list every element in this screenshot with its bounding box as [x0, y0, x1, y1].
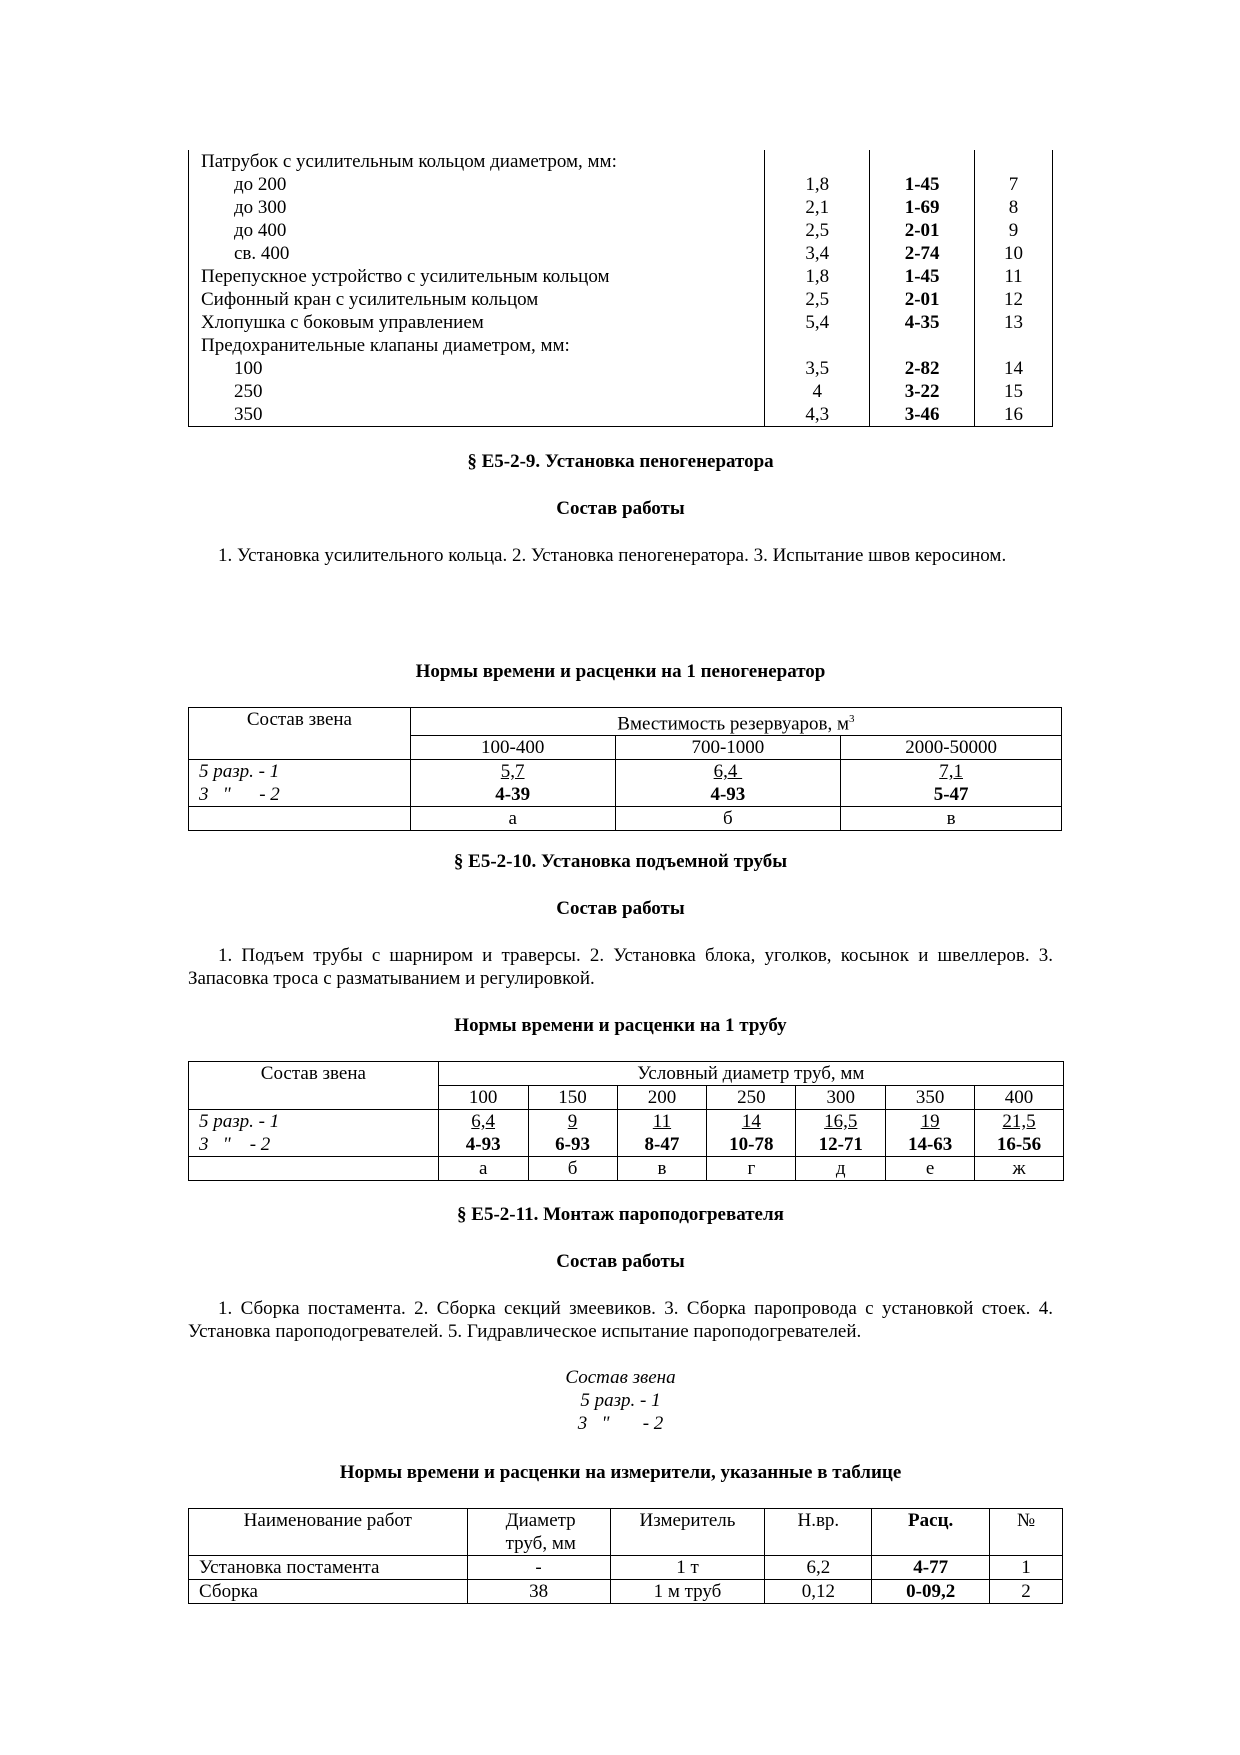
column-header: Расц.	[872, 1509, 990, 1556]
rate: 14-63	[907, 1134, 953, 1155]
row-number: 11	[975, 265, 1053, 288]
crew-heading: Состав звена	[565, 1367, 676, 1388]
time-norm	[765, 150, 870, 173]
foam-generator-norms-table	[188, 707, 1062, 831]
rate: 10-78	[729, 1134, 774, 1155]
column-letter: г	[707, 1157, 796, 1181]
composition-heading: Состав работы	[556, 898, 685, 919]
rate: 16-56	[996, 1134, 1042, 1155]
column-header: 200	[617, 1086, 707, 1110]
pipe-diameter: 38	[467, 1580, 610, 1604]
composition-heading: Состав работы	[556, 498, 685, 519]
norm-cell	[707, 1110, 796, 1157]
lift-pipe-norms-table	[188, 1061, 1064, 1181]
time-norm: 6,2	[765, 1556, 872, 1580]
crew-line: 3 " - 2	[199, 784, 280, 806]
time-norm	[765, 334, 870, 357]
row-number: 1	[990, 1556, 1063, 1580]
column-letter: е	[886, 1157, 975, 1181]
column-header: 300	[796, 1086, 886, 1110]
rate: 8-47	[644, 1134, 680, 1155]
rate: 4-93	[710, 784, 746, 806]
rate: 12-71	[818, 1134, 863, 1155]
crew-line: 5 разр. - 1	[199, 1111, 280, 1132]
table-row	[189, 173, 1053, 196]
unit: 1 т	[610, 1556, 765, 1580]
composition-text: 1. Установка усилительного кольца. 2. Установка пеногенератора. 3. Испытание швов керосином.	[218, 545, 1007, 566]
norm-cell	[410, 760, 615, 807]
norm-cell	[438, 1110, 528, 1157]
time-norm: 7,1	[939, 761, 963, 783]
column-header: 150	[528, 1086, 617, 1110]
time-norm: 0,12	[765, 1580, 872, 1604]
work-name: Сборка	[189, 1580, 468, 1604]
rate: 3-46	[870, 403, 975, 427]
row-number: 16	[975, 403, 1053, 427]
rate: 2-82	[870, 357, 975, 380]
header-crew: Состав звена	[189, 708, 411, 760]
composition-text: 1. Подъем трубы с шарниром и траверсы. 2. Установка блока, уголков, косынок и швеллеров. 3. Запасовка троса с разматыванием и регулировкой.	[188, 945, 1053, 989]
time-norm: 3,4	[765, 242, 870, 265]
work-name: до 400	[189, 219, 765, 242]
rate: 3-22	[870, 380, 975, 403]
time-norm: 14	[741, 1111, 761, 1132]
section-title: § Е5-2-10. Установка подъемной трубы	[453, 851, 788, 872]
header-diameter: Условный диаметр труб, мм	[438, 1062, 1063, 1086]
norm-cell	[841, 760, 1062, 807]
norm-cell	[796, 1110, 886, 1157]
time-norm: 16,5	[824, 1111, 858, 1132]
table-row	[189, 196, 1053, 219]
crew-line: 5 разр. - 1	[580, 1390, 661, 1411]
column-header: 700-1000	[615, 736, 841, 760]
table-row	[189, 403, 1053, 427]
crew-line: 3 " - 2	[199, 1134, 271, 1155]
work-name: 350	[189, 403, 765, 427]
row-number: 10	[975, 242, 1053, 265]
norm-cell	[975, 1110, 1064, 1157]
time-norm: 6,4	[713, 761, 743, 783]
norms-heading: Нормы времени и расценки на 1 трубу	[454, 1015, 787, 1036]
time-norm: 9	[567, 1111, 578, 1132]
rate: 1-45	[870, 173, 975, 196]
work-name: до 300	[189, 196, 765, 219]
unit: 1 м труб	[610, 1580, 765, 1604]
rate: 4-93	[465, 1134, 501, 1155]
table-row	[189, 219, 1053, 242]
norm-cell	[617, 1110, 707, 1157]
column-letter: ж	[975, 1157, 1064, 1181]
time-norm: 1,8	[765, 265, 870, 288]
work-name: Хлопушка с боковым управлением	[189, 311, 765, 334]
column-header: 100-400	[410, 736, 615, 760]
time-norm: 5,7	[500, 761, 525, 783]
empty-cell	[189, 1157, 439, 1181]
crew-line: 5 разр. - 1	[199, 761, 280, 783]
table-row	[189, 380, 1053, 403]
crew-cell	[189, 1110, 439, 1157]
row-number: 14	[975, 357, 1053, 380]
row-number: 8	[975, 196, 1053, 219]
column-letter: а	[410, 807, 615, 831]
rate: 4-77	[872, 1556, 990, 1580]
work-name: 250	[189, 380, 765, 403]
time-norm: 5,4	[765, 311, 870, 334]
row-number: 15	[975, 380, 1053, 403]
table-row	[189, 288, 1053, 311]
table-row	[189, 334, 1053, 357]
table-row	[189, 1556, 1063, 1580]
column-header: 350	[886, 1086, 975, 1110]
time-norm: 19	[920, 1111, 940, 1132]
time-norm: 4	[765, 380, 870, 403]
work-name: Патрубок с усилительным кольцом диаметром, мм:	[189, 150, 765, 173]
rate: 2-01	[870, 288, 975, 311]
rate: 0-09,2	[872, 1580, 990, 1604]
time-norm: 4,3	[765, 403, 870, 427]
header-crew: Состав звена	[189, 1062, 439, 1110]
column-letter: а	[438, 1157, 528, 1181]
header-capacity: Вместимость резервуаров, $м^3$	[410, 708, 1061, 736]
rate	[870, 334, 975, 357]
rate: 5-47	[933, 784, 969, 806]
time-norm: 3,5	[765, 357, 870, 380]
norms-heading: Нормы времени и расценки на измерители, указанные в таблице	[339, 1462, 902, 1483]
work-name: св. 400	[189, 242, 765, 265]
norm-cell	[528, 1110, 617, 1157]
table-row	[189, 150, 1053, 173]
time-norm: 1,8	[765, 173, 870, 196]
norm-cell	[886, 1110, 975, 1157]
column-header: Наименование работ	[189, 1509, 468, 1556]
column-letter: д	[796, 1157, 886, 1181]
time-norm: 2,5	[765, 219, 870, 242]
rate: 1-69	[870, 196, 975, 219]
rate: 4-39	[495, 784, 531, 806]
rate: 2-74	[870, 242, 975, 265]
row-number: 12	[975, 288, 1053, 311]
column-header: Диаметр труб, мм	[467, 1509, 610, 1556]
table-row	[189, 242, 1053, 265]
time-norm: 2,5	[765, 288, 870, 311]
time-norm: 11	[652, 1111, 672, 1132]
section-title: § Е5-2-11. Монтаж пароподогревателя	[457, 1204, 784, 1225]
column-letter: б	[615, 807, 841, 831]
composition-text: 1. Сборка постамента. 2. Сборка секций змеевиков. 3. Сборка паропровода с установкой стоек. 4. Установка пароподогревателей. 5. Гидравлическое испытание пароподогревателей.	[188, 1298, 1053, 1342]
rate: 6-93	[555, 1134, 590, 1155]
column-letter: в	[841, 807, 1062, 831]
column-letter: б	[528, 1157, 617, 1181]
work-name: 100	[189, 357, 765, 380]
column-header: 250	[707, 1086, 796, 1110]
row-number: 2	[990, 1580, 1063, 1604]
column-header: 2000-50000	[841, 736, 1062, 760]
rate: 4-35	[870, 311, 975, 334]
rate: 2-01	[870, 219, 975, 242]
time-norm: 2,1	[765, 196, 870, 219]
column-header: №	[990, 1509, 1063, 1556]
table-row	[189, 265, 1053, 288]
empty-cell	[189, 807, 411, 831]
row-number: 9	[975, 219, 1053, 242]
steam-heater-norms-table	[188, 1508, 1063, 1604]
column-header: 100	[438, 1086, 528, 1110]
work-name: Предохранительные клапаны диаметром, мм:	[189, 334, 765, 357]
time-norm: 6,4	[471, 1111, 496, 1132]
section-title: § Е5-2-9. Установка пеногенератора	[467, 451, 774, 472]
norms-heading: Нормы времени и расценки на 1 пеногенератор	[415, 661, 826, 682]
column-header: 400	[975, 1086, 1064, 1110]
work-name: Сифонный кран с усилительным кольцом	[189, 288, 765, 311]
work-name: до 200	[189, 173, 765, 196]
column-header: Н.вр.	[765, 1509, 872, 1556]
column-header: Измеритель	[610, 1509, 765, 1556]
work-name: Перепускное устройство с усилительным кольцом	[189, 265, 765, 288]
row-number	[975, 150, 1053, 173]
row-number: 13	[975, 311, 1053, 334]
crew-cell	[189, 760, 411, 807]
crew-line: 3 " - 2	[577, 1413, 664, 1434]
table-row	[189, 311, 1053, 334]
row-number: 7	[975, 173, 1053, 196]
norm-cell	[615, 760, 841, 807]
rate: 1-45	[870, 265, 975, 288]
row-number	[975, 334, 1053, 357]
table-row	[189, 1580, 1063, 1604]
column-letter: в	[617, 1157, 707, 1181]
time-norm: 21,5	[1002, 1111, 1036, 1132]
pipe-diameter: -	[467, 1556, 610, 1580]
work-name: Установка постамента	[189, 1556, 468, 1580]
table-row	[189, 357, 1053, 380]
fittings-norms-table	[188, 150, 1053, 427]
composition-heading: Состав работы	[556, 1251, 685, 1272]
rate	[870, 150, 975, 173]
